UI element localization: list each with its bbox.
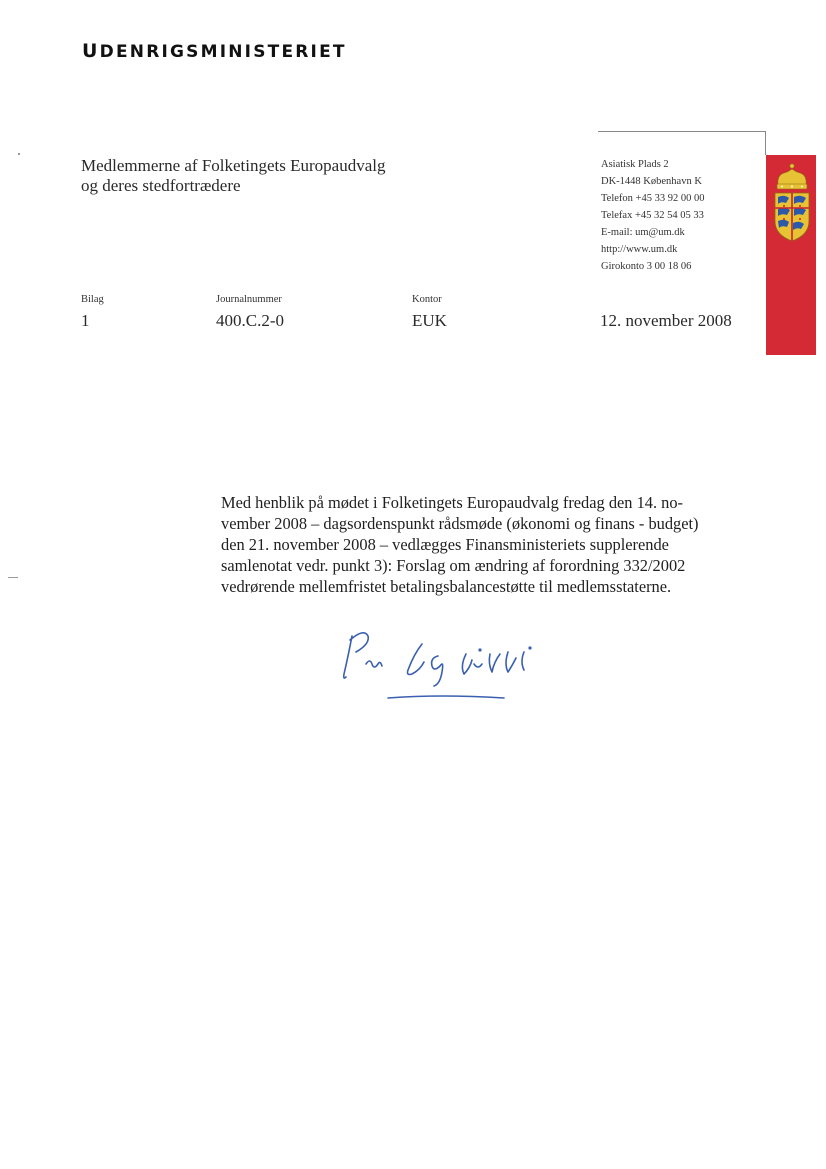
ministry-initial: U (82, 40, 100, 62)
bilag-value: 1 (81, 311, 90, 330)
ministry-letterhead (82, 40, 347, 62)
address-fax: Telefax +45 32 54 05 33 (601, 210, 704, 221)
address-rule-top (598, 131, 765, 132)
address-email: E-mail: um@um.dk (601, 227, 685, 238)
danish-royal-coat-of-arms-icon (772, 163, 812, 268)
body-line: den 21. november 2008 – vedlægges Finansministeriets supplerende (221, 535, 669, 554)
recipient-line-1: Medlemmerne af Folketingets Europaudvalg (81, 156, 386, 175)
ministry-name-rest: DENRIGSMINISTERIET (99, 42, 347, 62)
address-giro: Girokonto 3 00 18 06 (601, 261, 692, 272)
body-line: vedrørende mellemfristet betalingsbalancestøtte til medlemsstaterne. (221, 577, 672, 596)
recipient-block (81, 156, 481, 196)
address-rule-side (765, 131, 766, 155)
recipient-line-2: og deres stedfortrædere (81, 176, 241, 195)
address-street: Asiatisk Plads 2 (601, 159, 669, 170)
body-line: Med henblik på mødet i Folketingets Europaudvalg fredag den 14. no- (221, 493, 684, 512)
letter-body (221, 492, 741, 597)
kontor-label: Kontor (412, 294, 442, 305)
letter-date: 12. november 2008 (600, 311, 732, 330)
address-block (601, 156, 761, 275)
address-phone: Telefon +45 33 92 00 00 (601, 193, 705, 204)
body-line: samlenotat vedr. punkt 3): Forslag om ændring af forordning 332/2002 (221, 556, 686, 575)
handwritten-signature (330, 612, 560, 712)
bilag-label: Bilag (81, 294, 104, 305)
scan-mark (8, 577, 18, 578)
journal-label: Journalnummer (216, 294, 282, 305)
scan-speck (18, 153, 20, 155)
kontor-value: EUK (412, 311, 447, 330)
address-web: http://www.um.dk (601, 244, 678, 255)
body-line: vember 2008 – dagsordenspunkt rådsmøde (økonomi og finans - budget) (221, 514, 699, 533)
journal-value: 400.C.2-0 (216, 311, 284, 330)
address-city: DK-1448 København K (601, 176, 702, 187)
